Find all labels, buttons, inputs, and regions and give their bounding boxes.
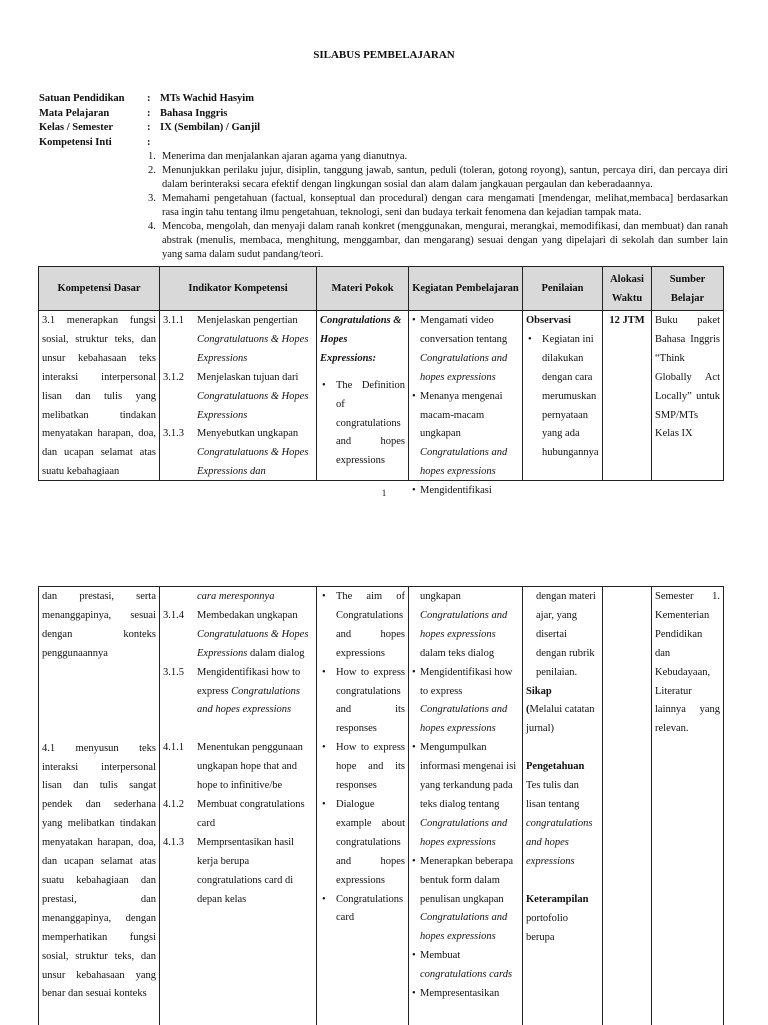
document-page-2 — [0, 586, 768, 1024]
header-kompetensi-dasar: Kompetensi Dasar — [39, 267, 160, 311]
penilaian-continued: dengan materi ajar, yang disertai dengan rubrik penilaian. — [536, 591, 596, 678]
materi-item: • The Definition of congratulations and hopes expressions — [320, 377, 405, 472]
kd-3-1-continued: dan prestasi, serta menanggapinya, sesuai dengan konteks penggunaannya — [42, 591, 156, 659]
indicator-number: 4.1.3 — [163, 836, 184, 848]
identity-key: Kelas / Semester — [39, 122, 114, 133]
keterampilan-text: portofolio berupa — [526, 912, 568, 943]
sikap-text: (Melalui catatan jurnal) — [526, 704, 595, 735]
kegiatan-continued: ungkapan Congratulations and hopes expressions dalam teks dialog — [420, 591, 508, 659]
identity-row — [39, 92, 739, 107]
keterampilan-heading: Keterampilan — [526, 893, 589, 905]
kd-4-1: 4.1 menyusun teks interaksi interpersonal lisan dan tulis sangat pendek dan sederhana yang melibatkan tindakan menyatakan harapan, doa, dan ucapan selamat atas suatu kebahagiaan dan prestasi, dan menanggapinya, dengan memperhatikan fungsi sosial, struktur teks, dan unsur kebahasaan yang benar dan sesuai konteks — [42, 742, 156, 1000]
sumber-cell: Semester 1. Kementerian Pendidikan dan Kebudayaan, Literatur lainnya yang relevan. — [655, 591, 720, 735]
indicator-text: Menyebutkan ungkapan Congratulatuons & Hopes Expressions dan — [197, 428, 309, 478]
indicator-number: 3.1.5 — [163, 666, 184, 678]
identity-colon: : — [147, 93, 151, 104]
identity-block — [39, 92, 739, 150]
kegiatan-list — [412, 664, 519, 1004]
materi-item: • How to express hope and its responses — [320, 739, 405, 796]
indicator-number: 3.1.2 — [163, 371, 184, 383]
indicator-number: 4.1.2 — [163, 799, 184, 811]
identity-colon: : — [147, 136, 151, 148]
kompetensi-inti-item — [148, 192, 728, 220]
indicator-item — [163, 312, 313, 369]
materi-item: • Congratulations card — [320, 891, 405, 929]
indicator-text: Memprsentasikan hasil kerja berupa congratulations card di depan kelas — [197, 836, 295, 905]
indicator-item — [163, 369, 313, 426]
header-alokasi-waktu: Alokasi Waktu — [603, 267, 652, 311]
document-title: SILABUS PEMBELAJARAN — [313, 49, 455, 61]
kegiatan-item: • Mempresentasikan — [412, 985, 519, 1004]
indicator-text: Membuat congratulations card — [197, 799, 305, 829]
page-number: 1 — [381, 488, 387, 498]
indicator-item — [163, 607, 313, 664]
kegiatan-item: • Menerapkan beberapa bentuk form dalam penulisan ungkapan Congratulations and hopes expressions — [412, 853, 519, 948]
header-kegiatan-pembelajaran: Kegiatan Pembelajaran — [409, 267, 523, 311]
indicator-number: 3.1.4 — [163, 609, 184, 621]
indicator-cell — [160, 311, 316, 480]
indicator-number: 4.1.1 — [163, 742, 184, 754]
pengetahuan-heading: Pengetahuan — [526, 761, 585, 773]
indicator-cell — [160, 587, 316, 1024]
identity-value: Bahasa Inggris — [160, 107, 228, 119]
materi-heading: Congratulations & Hopes Expressions: — [320, 315, 402, 364]
indicator-item — [163, 796, 313, 834]
kompetensi-inti-text: Mencoba, mengolah, dan menyaji dalam ranah konkret (menggunakan, mengurai, merangkai, memodifikasi, dan membuat) dan ranah abstrak (menulis, membaca, menghitung, menggambar, dan mengarang) sesuai dengan yang dipelajari di sekolah dan sumber lain yang sama dalam sudut pandang/teori. — [162, 221, 728, 260]
header-indikator-kompetensi: Indikator Kompetensi — [160, 267, 317, 311]
identity-key: Kompetensi Inti — [39, 136, 112, 148]
penilaian-item: • Kegiatan ini dilakukan dengan cara merumuskan pernyataan yang ada hubungannya — [526, 331, 599, 463]
identity-colon: : — [147, 122, 151, 133]
materi-list — [320, 588, 405, 928]
penilaian-cell — [523, 587, 602, 1024]
sikap-heading: Sikap — [526, 685, 552, 697]
kompetensi-inti-number: 3. — [148, 193, 156, 204]
identity-colon: : — [147, 107, 151, 119]
kd-cell: 3.1 menerapkan fungsi sosial, struktur teks, dan unsur kebahasaan teks interaksi interpersonal lisan dan tulis yang melibatkan tindakan menyatakan harapan, doa, dan ucapan selamat atas suatu kebahagiaan — [42, 315, 156, 478]
header-sumber-belajar: Sumber Belajar — [652, 267, 724, 311]
identity-key: Mata Pelajaran — [39, 107, 110, 119]
indicator-item — [163, 425, 313, 482]
kompetensi-inti-text: Menunjukkan perilaku jujur, disiplin, tanggung jawab, santun, peduli (toleran, gotong royong), santun, percaya diri, dan percaya diri dalam berinteraksi secara efektif dengan lingkungan sosial dan alam dalam jangkauan pergaulan dan keberadaannya. — [162, 165, 728, 190]
identity-row — [39, 121, 739, 136]
kompetensi-inti-item — [148, 164, 728, 192]
indicator-text: Membedakan ungkapan Congratulatuons & Hopes Expressions dalam dialog — [197, 609, 309, 659]
identity-value: IX (Sembilan) / Ganjil — [160, 122, 261, 133]
penilaian-heading: Observasi — [526, 315, 571, 326]
kegiatan-cell — [409, 311, 522, 497]
kompetensi-inti-number: 2. — [148, 165, 156, 176]
alokasi-cell: 12 JTM — [609, 315, 645, 326]
sumber-cell: Buku paket Bahasa Inggris “Think Globally Act Locally” untuk SMP/MTs Kelas IX — [655, 315, 720, 440]
kompetensi-inti-item — [148, 150, 728, 164]
materi-list — [320, 377, 405, 472]
kegiatan-item: • Mengumpulkan informasi mengenai isi yang terkandung pada teks dialog tentang Congratulations and hopes expressions — [412, 739, 519, 852]
header-materi-pokok: Materi Pokok — [317, 267, 409, 311]
kegiatan-item: • Mengidentifikasi how to express Congratulations and hopes expressions — [412, 664, 519, 740]
materi-cell — [317, 311, 408, 480]
penilaian-list — [526, 331, 599, 463]
kegiatan-item: • Mengidentifikasi — [412, 482, 519, 501]
indicator-text: Menjelaskan tujuan dari Congratulatuons & Hopes Expressions — [197, 371, 309, 421]
kegiatan-list — [412, 312, 519, 501]
indicator-text: Mengidentifikasi how to express Congratulations and hopes expressions — [197, 666, 301, 716]
kompetensi-inti-list — [148, 150, 728, 262]
indicator-number: 3.1.1 — [163, 315, 184, 326]
indicator-text: Menentukan penggunaan ungkapan hope that and hope to infinitive/be — [197, 742, 303, 792]
kegiatan-item: • Menanya mengenai macam-macam ungkapan Congratulations and hopes expressions — [412, 388, 519, 483]
kompetensi-inti-item — [148, 220, 728, 262]
syllabus-table-page-2 — [38, 586, 724, 1025]
kompetensi-inti-text: Memahami pengetahuan (factual, konseptual dan procedural) dengan cara mengamati [mendengar, melihat,membaca] berdasarkan rasa ingin tahu tentang ilmu pengetahuan, teknologi, seni dan budaya terkait fenomena dan kejadian tampak mata. — [162, 193, 728, 218]
kegiatan-cell — [409, 587, 522, 1024]
kd-cell — [39, 587, 159, 1024]
kegiatan-item: • Membuat congratulations cards — [412, 947, 519, 985]
syllabus-table-page-1 — [38, 266, 724, 497]
indicator-item — [163, 664, 313, 721]
indicator-item — [163, 834, 313, 910]
identity-value: MTs Wachid Hasyim — [160, 93, 254, 104]
indicator-item — [163, 739, 313, 796]
identity-row — [39, 107, 739, 122]
kompetensi-inti-number: 1. — [148, 151, 156, 162]
penilaian-cell — [523, 311, 602, 480]
indicator-number: 3.1.3 — [163, 428, 184, 440]
materi-item: • The aim of Congratulations and hopes expressions — [320, 588, 405, 664]
kompetensi-inti-text: Menerima dan menjalankan ajaran agama yang dianutnya. — [162, 151, 408, 162]
header-penilaian: Penilaian — [523, 267, 603, 311]
kegiatan-item: • Mengamati video conversation tentang Congratulations and hopes expressions — [412, 312, 519, 388]
indicator-continued: cara meresponnya — [197, 591, 275, 602]
kompetensi-inti-number: 4. — [148, 221, 156, 232]
identity-key: Satuan Pendidikan — [39, 93, 125, 104]
indicator-text: Menjelaskan pengertian Congratulatuons & Hopes Expressions — [197, 315, 309, 364]
materi-item: • Dialogue example about congratulations and hopes expressions — [320, 796, 405, 891]
alokasi-cell — [603, 587, 651, 1024]
identity-row — [39, 136, 739, 151]
pengetahuan-text: Tes tulis dan lisan tentang congratulations and hopes expressions — [526, 780, 593, 867]
materi-item: • How to express congratulations and its responses — [320, 664, 405, 740]
materi-cell — [317, 587, 408, 1024]
